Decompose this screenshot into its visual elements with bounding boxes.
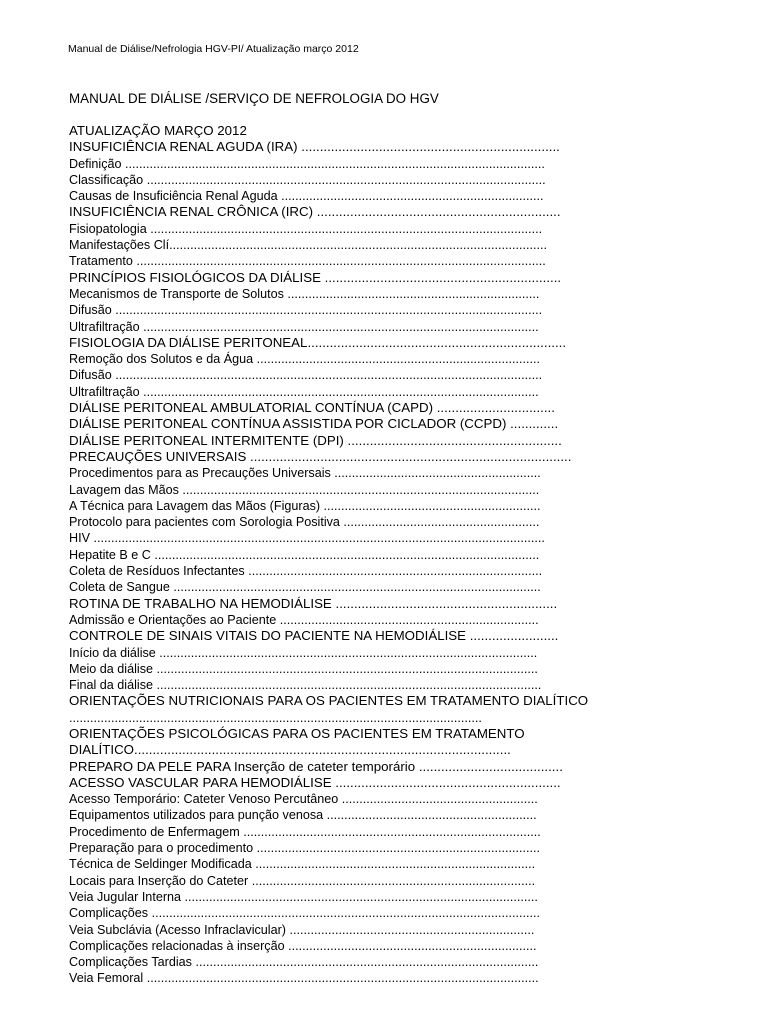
toc-entry: Meio da diálise .............................................................................................................	[69, 661, 538, 676]
toc-entry: Veia Subclávia (Acesso Infraclavicular) ......................................................................	[69, 922, 535, 937]
toc-entry: Definição ........................................................................................................................	[69, 156, 545, 171]
toc-entry: Admissão e Orientações ao Paciente ..........................................................................	[69, 612, 539, 627]
toc-entry: ORIENTAÇÕES NUTRICIONAIS PARA OS PACIENTES EM TRATAMENTO DIALÍTICO	[69, 693, 589, 709]
toc-entry: Tratamento .....................................................................................................................	[69, 254, 546, 269]
toc-entry: ORIENTAÇÕES PSICOLÓGICAS PARA OS PACIENTES EM TRATAMENTO	[69, 725, 525, 741]
toc-entry: Hepatite B e C ..............................................................................................................	[69, 547, 540, 562]
toc-entry: Coleta de Resíduos Infectantes ....................................................................................	[69, 564, 543, 579]
toc-entry: DIÁLISE PERITONEAL CONTÍNUA ASSISTIDA POR CICLADOR (CCPD) .............	[69, 416, 559, 432]
toc-entry: Complicações ...............................................................................................................	[69, 906, 540, 921]
toc-entry: Veia Jugular Interna .....................................................................................................	[69, 889, 538, 904]
toc-entry: Fisiopatologia ................................................................................................................	[69, 221, 543, 236]
running-header: Manual de Diálise/Nefrologia HGV-PI/ Atualização março 2012	[68, 43, 359, 55]
toc-entry: PRINCÍPIOS FISIOLÓGICOS DA DIÁLISE ................................................................	[69, 269, 562, 285]
toc-entry: ROTINA DE TRABALHO NA HEMODIÁLISE ............................................................	[69, 595, 558, 611]
document-title: MANUAL DE DIÁLISE /SERVIÇO DE NEFROLOGIA DO HGV	[69, 91, 439, 106]
toc-entry: Mecanismos de Transporte de Solutos ........................................................................	[69, 286, 540, 301]
toc-entry: ACESSO VASCULAR PARA HEMODIÁLISE .............................................................	[69, 774, 561, 790]
toc-entry: Manifestações Clí............................................................................................................	[69, 238, 547, 253]
toc-entry: Técnica de Seldinger Modificada ................................................................................	[69, 857, 536, 872]
toc-entry: Complicações relacionadas à inserção .......................................................................	[69, 938, 537, 953]
toc-entry: DIALÍTICO......................................................................................................	[69, 742, 511, 758]
toc-entry: Complicações Tardias ..................................................................................................	[69, 955, 539, 970]
toc-entry: ......................................................................................................................	[69, 710, 482, 725]
toc-entry: Difusão ..........................................................................................................................	[69, 368, 543, 383]
toc-entry: Procedimento de Enfermagem .....................................................................................	[69, 824, 541, 839]
toc-entry: A Técnica para Lavagem das Mãos (Figuras) ..............................................................	[69, 498, 541, 513]
toc-entry: Final da diálise ..............................................................................................................	[69, 678, 542, 693]
toc-entry: Protocolo para pacientes com Sorologia Positiva ........................................................	[69, 515, 540, 530]
toc-entry: HIV .................................................................................................................................	[69, 531, 545, 546]
toc-entry: PREPARO DA PELE PARA Inserção de cateter temporário .......................................	[69, 758, 563, 774]
toc-entry: ATUALIZAÇÃO MARÇO 2012	[69, 123, 247, 138]
toc-entry: DIÁLISE PERITONEAL AMBULATORIAL CONTÍNUA (CAPD) ................................	[69, 400, 555, 416]
toc-entry: DIÁLISE PERITONEAL INTERMITENTE (DPI) ..........................................................	[69, 432, 562, 448]
toc-entry: Locais para Inserção do Cateter .................................................................................	[69, 873, 536, 888]
toc-entry: Causas de Insuficiência Renal Aguda ...........................................................................	[69, 189, 544, 204]
toc-entry: PRECAUÇÕES UNIVERSAIS .......................................................................................	[69, 448, 572, 464]
toc-entry: FISIOLOGIA DA DIÁLISE PERITONEAL......................................................................	[69, 334, 567, 350]
toc-entry: Difusão ..........................................................................................................................	[69, 303, 543, 318]
toc-entry: Preparação para o procedimento .................................................................................	[69, 841, 541, 856]
toc-entry: CONTROLE DE SINAIS VITAIS DO PACIENTE NA HEMODIÁLISE ........................	[69, 628, 559, 644]
toc-entry: Equipamentos utilizados para punção venosa ............................................................	[69, 808, 537, 823]
toc-entry: Lavagem das Mãos ......................................................................................................	[69, 482, 540, 497]
table-of-contents	[69, 123, 709, 987]
toc-entry: Acesso Temporário: Cateter Venoso Percutâneo ........................................................	[69, 792, 538, 807]
toc-entry: Início da diálise ............................................................................................................	[69, 645, 538, 660]
toc-entry: Remoção dos Solutos e da Água .................................................................................	[69, 352, 541, 367]
toc-entry: INSUFICIÊNCIA RENAL AGUDA (IRA) ......................................................................	[69, 139, 560, 155]
toc-entry: INSUFICIÊNCIA RENAL CRÔNICA (IRC) ..................................................................	[69, 204, 561, 220]
toc-entry: Procedimentos para as Precauções Universais ...........................................................	[69, 466, 541, 481]
toc-entry: Coleta de Sangue .........................................................................................................	[69, 580, 541, 595]
toc-entry: Classificação ..................................................................................................................	[69, 172, 546, 187]
toc-entry: Veia Femoral ................................................................................................................	[69, 971, 539, 986]
toc-entry: Ultrafiltração .................................................................................................................	[69, 319, 539, 334]
toc-entry: Ultrafiltração .................................................................................................................	[69, 384, 539, 399]
